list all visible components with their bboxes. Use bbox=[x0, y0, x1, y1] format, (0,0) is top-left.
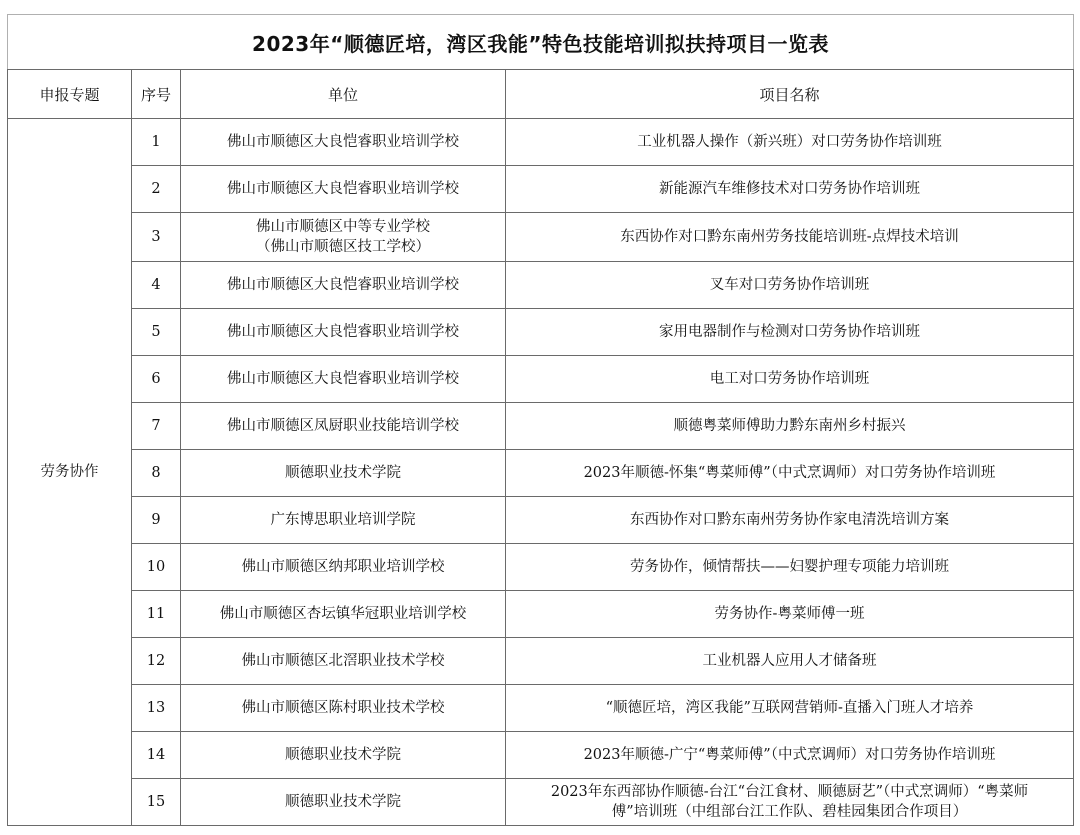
unit-cell bbox=[181, 638, 506, 685]
unit-cell bbox=[181, 544, 506, 591]
table-row bbox=[8, 309, 1074, 356]
category-cell: 劳务协作 bbox=[8, 119, 132, 826]
unit-cell bbox=[181, 685, 506, 732]
table-row bbox=[8, 638, 1074, 685]
unit-name: 佛山市顺德区凤厨职业技能培训学校 bbox=[227, 418, 459, 434]
project-cell bbox=[506, 544, 1074, 591]
row-index: 10 bbox=[132, 544, 181, 591]
table-row bbox=[8, 119, 1074, 166]
project-cell bbox=[506, 119, 1074, 166]
project-name: 新能源汽车维修技术对口劳务协作培训班 bbox=[659, 181, 920, 197]
table-title: 2023年“顺德匠培，湾区我能”特色技能培训拟扶持项目一览表 bbox=[8, 15, 1074, 70]
project-name: 工业机器人应用人才储备班 bbox=[702, 653, 877, 669]
project-cell bbox=[506, 450, 1074, 497]
unit-name: 顺德职业技术学院 bbox=[285, 465, 401, 481]
unit-cell bbox=[181, 262, 506, 309]
project-cell bbox=[506, 685, 1074, 732]
project-cell bbox=[506, 638, 1074, 685]
project-cell bbox=[506, 497, 1074, 544]
project-cell bbox=[506, 166, 1074, 213]
row-index: 1 bbox=[132, 119, 181, 166]
unit-cell bbox=[181, 450, 506, 497]
table-row bbox=[8, 732, 1074, 779]
project-cell bbox=[506, 403, 1074, 450]
unit-name: 佛山市顺德区陈村职业技术学校 bbox=[241, 700, 445, 716]
unit-cell bbox=[181, 213, 506, 262]
row-index: 11 bbox=[132, 591, 181, 638]
table-row bbox=[8, 544, 1074, 591]
project-cell bbox=[506, 779, 1074, 826]
header-category: 申报专题 bbox=[8, 70, 132, 119]
table-row bbox=[8, 591, 1074, 638]
table-row bbox=[8, 497, 1074, 544]
row-index: 8 bbox=[132, 450, 181, 497]
row-index: 12 bbox=[132, 638, 181, 685]
project-name: 顺德粤菜师傅助力黔东南州乡村振兴 bbox=[673, 418, 906, 434]
row-index: 4 bbox=[132, 262, 181, 309]
project-list-sheet bbox=[7, 14, 1073, 828]
unit-cell bbox=[181, 497, 506, 544]
table-row bbox=[8, 779, 1074, 826]
project-name: 劳务协作，倾情帮扶——妇婴护理专项能力培训班 bbox=[630, 559, 949, 575]
table-row bbox=[8, 685, 1074, 732]
row-index: 15 bbox=[132, 779, 181, 826]
unit-cell bbox=[181, 403, 506, 450]
project-name: 2023年顺德-怀集“粤菜师傅”（中式烹调师）对口劳务协作培训班 bbox=[583, 465, 996, 481]
row-index: 2 bbox=[132, 166, 181, 213]
project-name: 东西协作对口黔东南州劳务协作家电清洗培训方案 bbox=[630, 512, 949, 528]
row-index: 6 bbox=[132, 356, 181, 403]
project-table bbox=[7, 14, 1074, 826]
project-cell bbox=[506, 213, 1074, 262]
project-name: 工业机器人操作（新兴班）对口劳务协作培训班 bbox=[637, 134, 942, 150]
unit-name: 广东博思职业培训学院 bbox=[270, 512, 416, 528]
header-project: 项目名称 bbox=[506, 70, 1074, 119]
unit-name: 佛山市顺德区大良恺睿职业培训学校 bbox=[227, 324, 459, 340]
project-cell bbox=[506, 732, 1074, 779]
project-name: 东西协作对口黔东南州劳务技能培训班-点焊技术培训 bbox=[620, 229, 959, 245]
row-index: 5 bbox=[132, 309, 181, 356]
table-row bbox=[8, 262, 1074, 309]
row-index: 3 bbox=[132, 213, 181, 262]
project-cell bbox=[506, 262, 1074, 309]
header-unit: 单位 bbox=[181, 70, 506, 119]
project-name-line2: 傅”培训班（中组部台江工作队、碧桂园集团合作项目） bbox=[611, 804, 968, 820]
unit-cell bbox=[181, 732, 506, 779]
project-cell bbox=[506, 309, 1074, 356]
project-name: 电工对口劳务协作培训班 bbox=[709, 371, 870, 387]
row-index: 9 bbox=[132, 497, 181, 544]
unit-name: 顺德职业技术学院 bbox=[285, 747, 401, 763]
table-row bbox=[8, 356, 1074, 403]
project-name: 劳务协作-粤菜师傅一班 bbox=[714, 606, 865, 622]
project-name: 叉车对口劳务协作培训班 bbox=[709, 277, 870, 293]
project-cell bbox=[506, 356, 1074, 403]
project-cell bbox=[506, 591, 1074, 638]
table-row bbox=[8, 403, 1074, 450]
table-row bbox=[8, 213, 1074, 262]
row-index: 14 bbox=[132, 732, 181, 779]
unit-name: 佛山市顺德区大良恺睿职业培训学校 bbox=[227, 277, 459, 293]
header-row bbox=[8, 70, 1074, 119]
unit-cell bbox=[181, 166, 506, 213]
unit-name: 佛山市顺德区中等专业学校 bbox=[256, 219, 430, 235]
project-name: 家用电器制作与检测对口劳务协作培训班 bbox=[659, 324, 920, 340]
project-name: 2023年东西部协作顺德-台江“台江食材、顺德厨艺”（中式烹调师）“粤菜师 bbox=[550, 784, 1029, 800]
unit-name: 佛山市顺德区纳邦职业培训学校 bbox=[241, 559, 445, 575]
header-index: 序号 bbox=[132, 70, 181, 119]
row-index: 13 bbox=[132, 685, 181, 732]
unit-cell bbox=[181, 356, 506, 403]
table-row bbox=[8, 166, 1074, 213]
unit-cell bbox=[181, 309, 506, 356]
unit-name-line2: （佛山市顺德区技工学校） bbox=[256, 239, 430, 255]
unit-name: 佛山市顺德区大良恺睿职业培训学校 bbox=[227, 371, 459, 387]
unit-name: 佛山市顺德区大良恺睿职业培训学校 bbox=[227, 134, 459, 150]
unit-cell bbox=[181, 779, 506, 826]
unit-name: 佛山市顺德区北滘职业技术学校 bbox=[241, 653, 445, 669]
project-name: 2023年顺德-广宁“粤菜师傅”（中式烹调师）对口劳务协作培训班 bbox=[583, 747, 996, 763]
row-index: 7 bbox=[132, 403, 181, 450]
unit-cell bbox=[181, 591, 506, 638]
project-name: “顺德匠培，湾区我能”互联网营销师-直播入门班人才培养 bbox=[605, 700, 974, 716]
unit-name: 佛山市顺德区杏坛镇华冠职业培训学校 bbox=[219, 606, 467, 622]
unit-cell bbox=[181, 119, 506, 166]
unit-name: 顺德职业技术学院 bbox=[285, 794, 401, 810]
table-row bbox=[8, 450, 1074, 497]
unit-name: 佛山市顺德区大良恺睿职业培训学校 bbox=[227, 181, 459, 197]
